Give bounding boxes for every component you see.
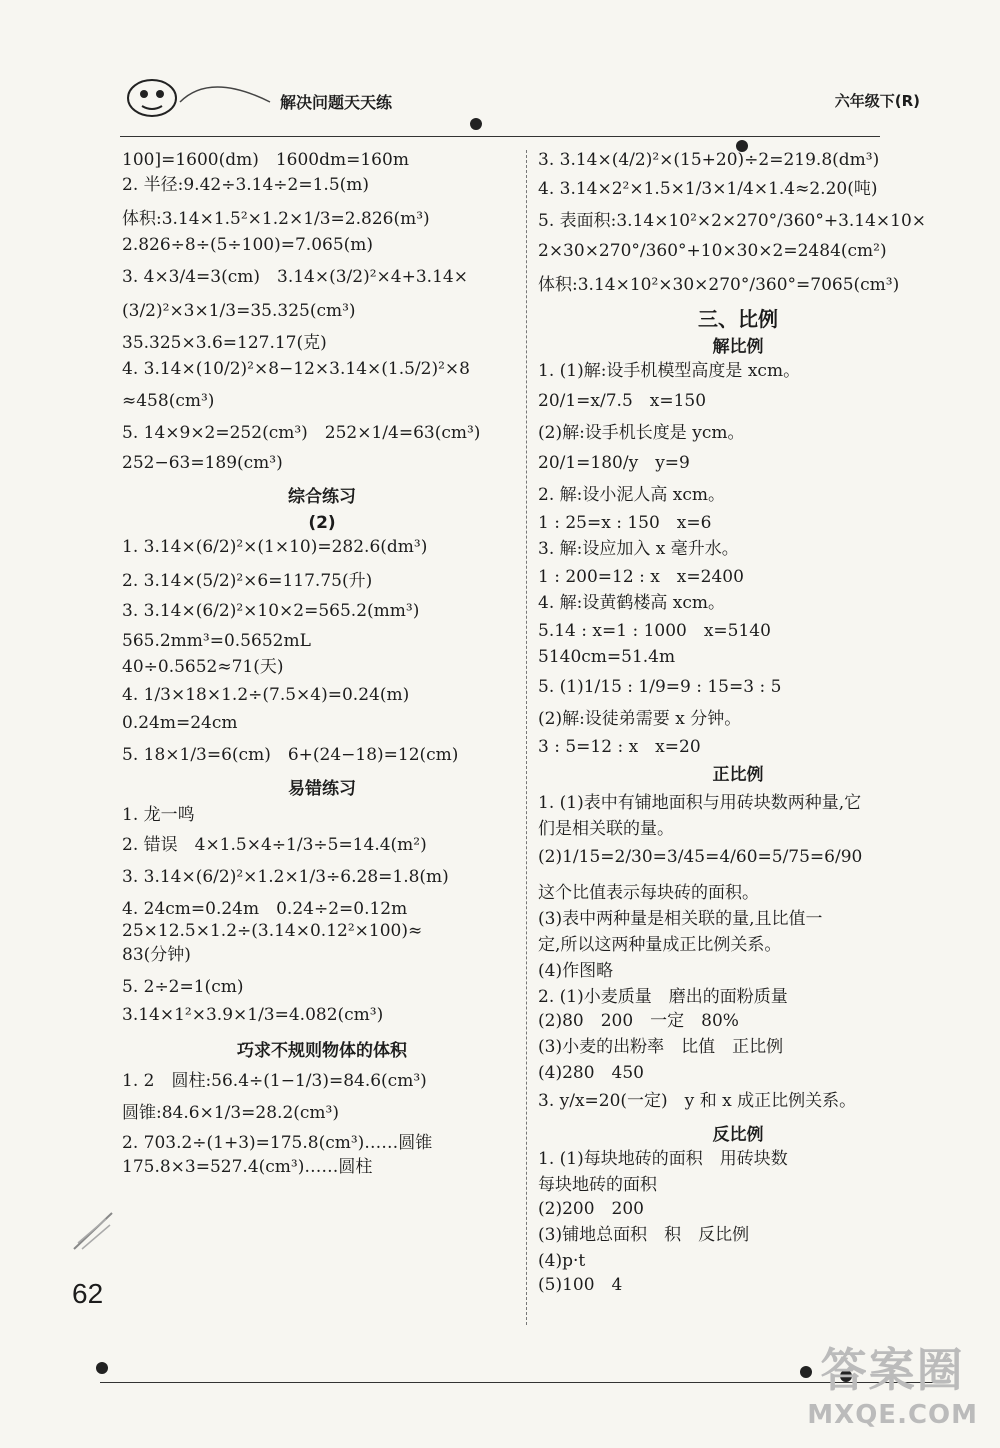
answer-line: (2)200 200 [538,1199,644,1219]
answer-line: 1. 龙一鸣 [122,805,195,825]
answer-line: 3. 4×3/4=3(cm) 3.14×(3/2)²×4+3.14× [122,267,468,287]
answer-line: 5. 18×1/3=6(cm) 6+(24−18)=12(cm) [122,745,459,765]
answer-line: (3)表中两种量是相关联的量,且比值一 [538,909,823,929]
watermark-sub: MXQE.COM [807,1400,978,1430]
answer-line: 2. 解:设小泥人高 xcm。 [538,485,725,505]
decor-berry-icon [96,1362,108,1374]
answer-line: 3. 3.14×(4/2)²×(15+20)÷2=219.8(dm³) [538,150,880,170]
answer-line: 0.24m=24cm [122,713,238,733]
answer-line: 圆锥:84.6×1/3=28.2(cm³) [122,1103,339,1123]
section-heading: 综合练习 [288,487,356,507]
answer-line: 每块地砖的面积 [538,1175,657,1195]
answer-line: 4. 解:设黄鹤楼高 xcm。 [538,593,725,613]
answer-line: 3.14×1²×3.9×1/3=4.082(cm³) [122,1005,384,1025]
answer-line: 175.8×3=527.4(cm³)……圆柱 [122,1157,373,1177]
answer-line: 4. 3.14×(10/2)²×8−12×3.14×(1.5/2)²×8 [122,359,470,379]
answer-line: 2×30×270°/360°+10×30×2=2484(cm²) [538,241,887,261]
section-heading: 反比例 [712,1125,764,1145]
section-heading: 巧求不规则物体的体积 [237,1041,407,1061]
answer-line: (2)解:设手机长度是 ycm。 [538,423,745,443]
answer-line: 1. 2 圆柱:56.4÷(1−1/3)=84.6(cm³) [122,1071,427,1091]
header-rule [120,136,880,137]
answer-line: 100]=1600(dm) 1600dm=160m [122,150,409,170]
page-header [100,72,940,132]
answer-line: 2. 错误 4×1.5×4÷1/3÷5=14.4(m²) [122,835,427,855]
answer-line: 83(分钟) [122,945,191,965]
column-divider [526,150,527,1325]
section-heading: 易错练习 [288,779,356,799]
page-number: 62 [72,1278,104,1309]
answer-line: 20/1=180/y y=9 [538,453,690,473]
answer-line: 5140cm=51.4m [538,647,676,667]
answer-line: 1 : 200=12 : x x=2400 [538,567,744,587]
answer-line: 40÷0.5652≈71(天) [122,657,284,677]
answer-line: (5)100 4 [538,1275,623,1295]
answer-line: ≈458(cm³) [122,391,215,411]
watermark-main: 答案圈 [820,1343,965,1397]
answer-line: 3 : 5=12 : x x=20 [538,737,701,757]
answer-line: (4)280 450 [538,1063,644,1083]
answer-line: 1. (1)解:设手机模型高度是 xcm。 [538,361,801,381]
answer-line: (2)解:设徒弟需要 x 分钟。 [538,709,742,729]
answer-line: 5. 14×9×2=252(cm³) 252×1/4=63(cm³) [122,423,481,443]
answer-line: 4. 3.14×2²×1.5×1/3×1/4×1.4≈2.20(吨) [538,179,878,199]
section-heading: 解比例 [712,337,764,357]
decor-berry-icon [470,118,482,130]
answer-line: 3. 3.14×(6/2)²×10×2=565.2(mm³) [122,601,420,621]
answer-line: 4. 1/3×18×1.2÷(7.5×4)=0.24(m) [122,685,410,705]
answer-line: 252−63=189(cm³) [122,453,283,473]
answer-line: 5. 表面积:3.14×10²×2×270°/360°+3.14×10× [538,211,927,231]
answer-line: (4)作图略 [538,961,614,981]
answer-line: (2)80 200 一定 80% [538,1011,739,1031]
brand-logo-icon [120,72,280,120]
answer-line: 体积:3.14×1.5²×1.2×1/3=2.826(m³) [122,209,430,229]
grade-label: 六年级下(R) [834,92,920,110]
answer-line: 1. (1)表中有铺地面积与用砖块数两种量,它 [538,793,862,813]
section-heading: (2) [308,513,336,533]
answer-line: 体积:3.14×10²×30×270°/360°=7065(cm³) [538,275,900,295]
answer-line: 5. 2÷2=1(cm) [122,977,244,997]
answer-line: 35.325×3.6=127.17(克) [122,333,327,353]
answer-line: 2. (1)小麦质量 磨出的面粉质量 [538,987,788,1007]
answer-line: 定,所以这两种量成正比例关系。 [538,935,782,955]
section-heading: 三、比例 [698,307,778,331]
answer-line: 们是相关联的量。 [538,819,674,839]
answer-line: 25×12.5×1.2÷(3.14×0.12²×100)≈ [122,921,423,941]
answer-line: 1. 3.14×(6/2)²×(1×10)=282.6(dm³) [122,537,428,557]
section-heading: 正比例 [712,765,764,785]
answer-line: 1 : 25=x : 150 x=6 [538,513,712,533]
answer-line: 565.2mm³=0.5652mL [122,631,311,651]
answer-line: 5.14 : x=1 : 1000 x=5140 [538,621,771,641]
watermark [807,1334,978,1430]
answer-line: (3/2)²×3×1/3=35.325(cm³) [122,301,356,321]
answer-line: (2)1/15=2/30=3/45=4/60=5/75=6/90 [538,847,863,867]
series-title: 解决问题天天练 [280,93,393,112]
answer-line: 2. 半径:9.42÷3.14÷2=1.5(m) [122,175,370,195]
answer-line: 4. 24cm=0.24m 0.24÷2=0.12m [122,899,408,919]
answer-line: 3. y/x=20(一定) y 和 x 成正比例关系。 [538,1091,857,1111]
corner-decoration-icon [70,1205,116,1255]
answer-line: 这个比值表示每块砖的面积。 [538,883,759,903]
answer-line: 1. (1)每块地砖的面积 用砖块数 [538,1149,788,1169]
answer-line: (4)p·t [538,1251,586,1271]
answer-line: (3)小麦的出粉率 比值 正比例 [538,1037,784,1057]
answer-line: 2. 3.14×(5/2)²×6=117.75(升) [122,571,373,591]
answer-line: 3. 3.14×(6/2)²×1.2×1/3÷6.28=1.8(m) [122,867,449,887]
answer-line: 3. 解:设应加入 x 毫升水。 [538,539,739,559]
answer-line: 2. 703.2÷(1+3)=175.8(cm³)……圆锥 [122,1133,433,1153]
answer-line: 2.826÷8÷(5÷100)=7.065(m) [122,235,374,255]
answer-line: 5. (1)1/15 : 1/9=9 : 15=3 : 5 [538,677,782,697]
answer-line: 20/1=x/7.5 x=150 [538,391,707,411]
answer-line: (3)铺地总面积 积 反比例 [538,1225,750,1245]
